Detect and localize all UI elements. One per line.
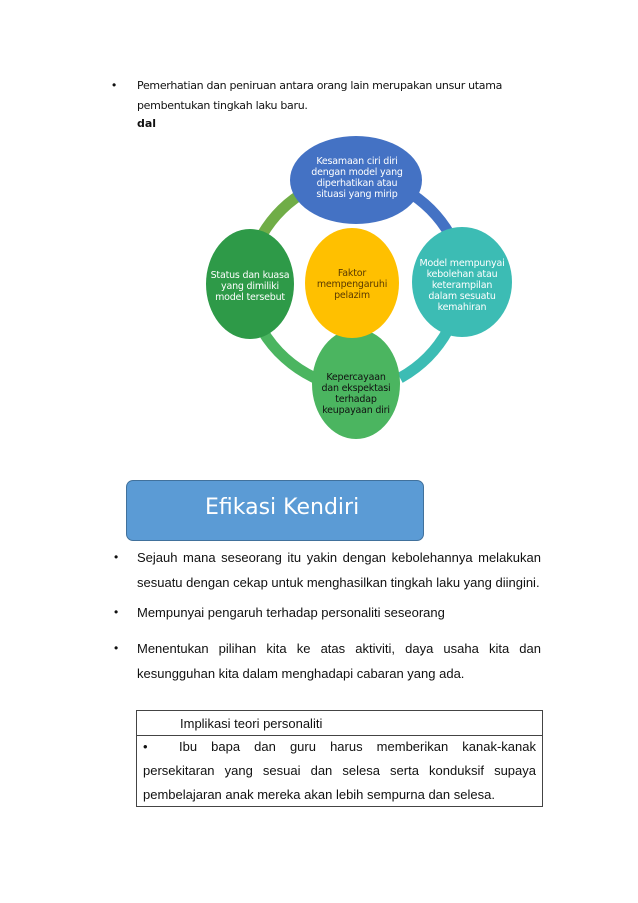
implication-text: Ibu bapa dan guru harus memberikan kanak-kanak persekitaran yang sesuai dan selesa serta konduksif supaya pembelajaran anak mereka akan lebih sempurna dan selesa. xyxy=(143,739,536,802)
implication-table xyxy=(136,710,543,807)
intro-paragraph: Pemerhatian dan peniruan antara orang lain merupakan unsur utama pembentukan tingkah laku baru. xyxy=(137,79,503,112)
banner-title: Efikasi Kendiri xyxy=(205,495,360,520)
node-top-text: Kesamaan ciri diri dengan model yang diperhatikan atau situasi yang mirip xyxy=(311,156,403,200)
node-left-text: Status dan kuasa yang dimiliki model tersebut xyxy=(210,270,290,303)
node-bottom-text: Kepercayaan dan ekspektasi terhadap keupayaan diri xyxy=(321,372,391,416)
point-3: Menentukan pilihan kita ke atas aktiviti, daya usaha kita dan kesungguhan kita dalam menghadapi cabaran yang ada. xyxy=(137,641,541,681)
implication-bullet: • xyxy=(143,739,148,754)
bullet-marker: • xyxy=(114,550,119,564)
implication-header-row xyxy=(137,711,542,736)
point-2: Mempunyai pengaruh terhadap personaliti seseorang xyxy=(137,605,445,620)
efikasi-banner xyxy=(126,480,424,541)
point-1: Sejauh mana seseorang itu yakin dengan kebolehannya melakukan sesuatu dengan cekap untuk menghasilkan tingkah laku yang diingini. xyxy=(137,550,541,590)
implication-row xyxy=(143,735,536,807)
node-center-text: Faktor mempengaruhi pelazim xyxy=(316,268,388,301)
implication-header: Implikasi teori personaliti xyxy=(180,716,323,731)
intro-label: dal xyxy=(137,117,157,130)
bullet-marker: • xyxy=(114,605,119,619)
ring-arc-bottom-left xyxy=(262,330,315,378)
node-right-text: Model mempunyai kebolehan atau keterampilan dalam sesuatu kemahiran xyxy=(419,258,505,313)
bullet-marker: • xyxy=(112,78,117,92)
bullet-marker: • xyxy=(114,641,119,655)
ring-arc-right-bottom xyxy=(400,330,448,378)
